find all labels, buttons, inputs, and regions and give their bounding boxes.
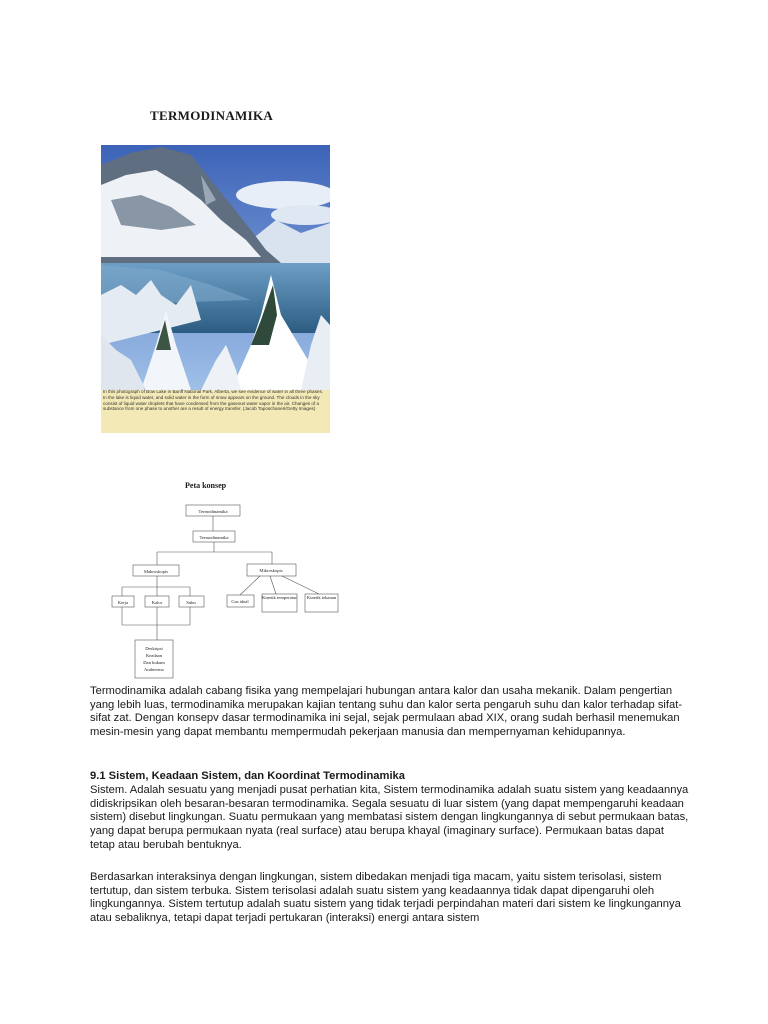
document-title: TERMODINAMIKA <box>150 108 274 123</box>
bottom-line-3: Dan hukum <box>143 660 165 665</box>
bottom-line-4: Arahtermo <box>144 667 164 672</box>
system-paragraph: Sistem. Adalah sesuatu yang menjadi pusat perhatian kita, Sistem termodinamika adalah suatu sistem yang keadaannya didiskripsikan oleh besaran-besaran termodinamika. Segala sesuatu di luar sistem (yang dapat mempengaruhi keadaan sistem) disebut lingkungan. Suatu permukaan yang membatasi sistem dengan lingkungannya di sebut permukaan batas, yang dapat berupa permukaan nyata (real surface) atau berupa khayal (imaginary surface). Permukaan batas dapat tetap atau berubah bentuknya. <box>90 784 689 851</box>
kinetik-tekanan-wrap <box>305 595 338 612</box>
interaction-paragraph: Berdasarkan interaksinya dengan lingkungan, sistem dibedakan menjadi tiga macam, yaitu sistem terisolasi, sistem tertutup, dan sistem terbuka. Sistem terisolasi adalah suatu sistem yang keadaannya tidak dapat dipengaruhi oleh lingkungannya. Sistem tertutup adalah suatu sistem yang tidak terjadi perpindahan materi dari sistem ke lingkungannya atau sebaliknya, tetapi dapat terjadi pertukaran (interaksi) energi antara sistem <box>90 871 681 925</box>
concept-map-diagram <box>100 495 360 680</box>
concept-map <box>100 495 360 680</box>
macro-label: Mikroskopis <box>259 568 283 573</box>
gas-ideal-label: Gas ideal <box>231 599 249 604</box>
second-label: Termodinamika <box>199 535 229 540</box>
suhu-label: Suhu <box>186 600 196 605</box>
kinetik-temperatur-label: Kinetik temperatur <box>262 595 297 600</box>
kalor-label: Kalor <box>151 600 163 605</box>
concept-map-title: Peta konsep <box>185 481 227 490</box>
bottom-line-1: Deskripsi <box>145 646 163 651</box>
figure-caption: In this photograph of Bow Lake in Banff National Park, Alberta, we see evidence of water in all three phases. In the lake is liquid water, and solid water in the form of snow appears on the ground. The clouds in the sky consist of liquid water droplets that have condensed from the gaseous water vapor in the air. Changes of a substance from one phase to another are a result of energy transfer. (Jacob Taposchaneri/Getty Images) <box>103 389 324 412</box>
section-heading: 9.1 Sistem, Keadaan Sistem, dan Koordinat Termodinamika <box>90 770 405 782</box>
micro-label: Makroskopis <box>144 569 168 574</box>
kinetik-temperatur-wrap <box>262 595 297 612</box>
kerja-label: Kerja <box>117 600 129 605</box>
root-label: Termodinamika <box>198 509 228 514</box>
kinetik-tekanan-label: Kinetik tekanan <box>306 595 337 600</box>
bottom-line-2: Keadaan <box>145 653 163 658</box>
intro-paragraph: Termodinamika adalah cabang fisika yang mempelajari hubungan antara kalor dan usaha mekanik. Dalam pengertian yang lebih luas, termodinamika merupakan kajian tentang suhu dan kalor serta pengaruh suhu dan kalor terhadap sifat-sifat zat. Dengan konsepv dasar termodinamika ini sejal, sejak permulaan abad XIX, orang sudah berhasil menemukan mesin-mesin yang dapat membantu mempermudah pekerjaan manusia dan mempernyaman kehidupannya. <box>90 685 683 739</box>
